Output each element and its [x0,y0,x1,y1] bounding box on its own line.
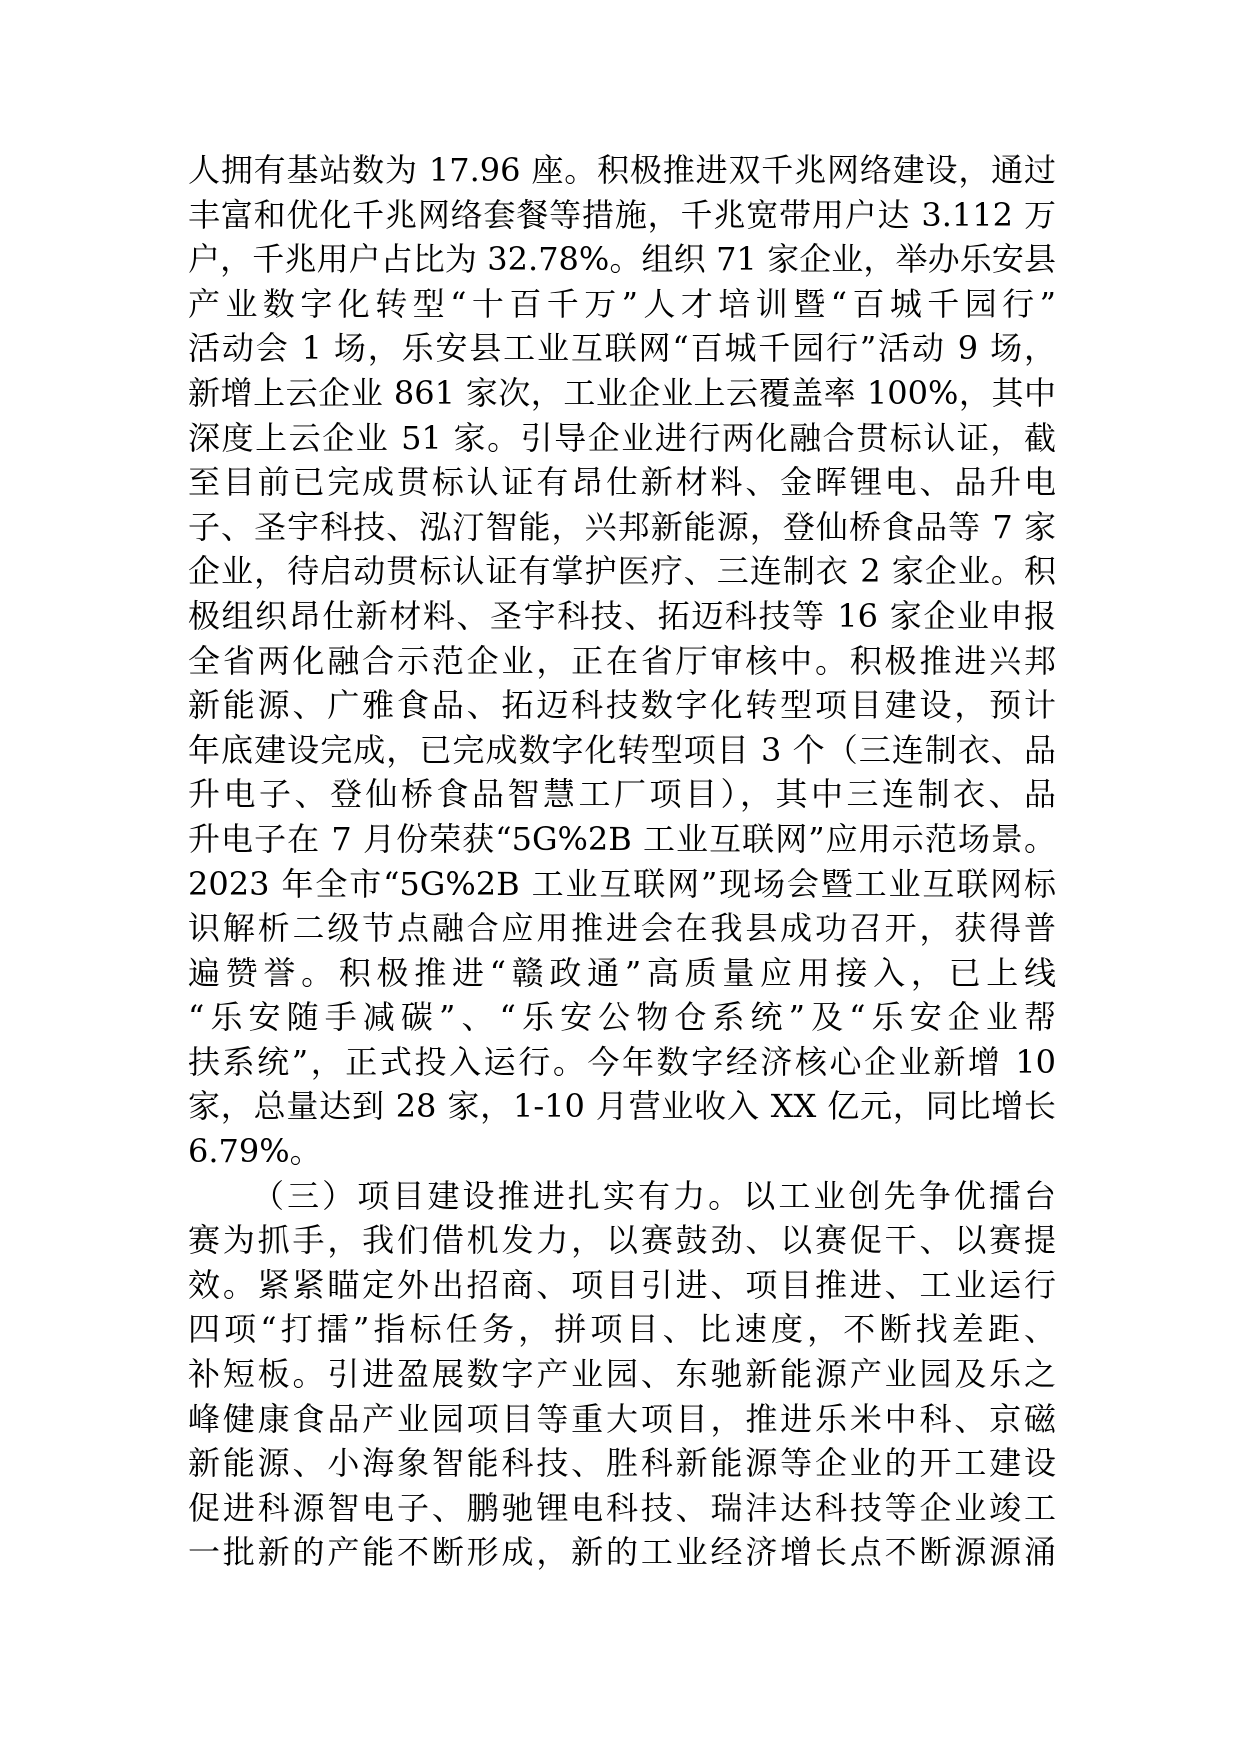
text-line: 效。紧紧瞄定外出招商、项目引进、项目推进、工业运行 [188,1265,1056,1304]
text-line: 赛为抓手，我们借机发力，以赛鼓劲、以赛促干、以赛提 [188,1221,1056,1260]
section-heading-line: （三）项目建设推进扎实有力。以工业创先争优擂台 [252,1176,1056,1215]
text-line: “乐安随手减碳”、“乐安公物仓系统”及“乐安企业帮 [188,998,1056,1037]
text-line: 峰健康食品产业园项目等重大项目，推进乐米中科、京磁 [188,1399,1056,1438]
text-line: 至目前已完成贯标认证有昂仕新材料、金晖锂电、品升电 [188,463,1056,502]
paragraph-project-construction [188,1174,1056,1575]
text-line: 促进科源智电子、鹏驰锂电科技、瑞沣达科技等企业竣工 [188,1488,1056,1527]
text-line: 极组织昂仕新材料、圣宇科技、拓迈科技等 16 家企业申报 [188,596,1056,635]
text-line: 扶系统”，正式投入运行。今年数字经济核心企业新增 10 [188,1042,1056,1081]
text-line: 一批新的产能不断形成，新的工业经济增长点不断源源涌 [188,1533,1056,1572]
text-line: 子、圣宇科技、泓汀智能，兴邦新能源，登仙桥食品等 7 家 [188,507,1056,546]
text-line: 产业数字化转型“十百千万”人才培训暨“百城千园行” [188,284,1056,323]
text-line: 家，总量达到 28 家，1-10 月营业收入 XX 亿元，同比增长 [188,1087,1056,1126]
text-line: 深度上云企业 51 家。引导企业进行两化融合贯标认证，截 [188,418,1056,457]
text-line: 企业，待启动贯标认证有掌护医疗、三连制衣 2 家企业。积 [188,552,1056,591]
text-line: 活动会 1 场，乐安县工业互联网“百城千园行”活动 9 场， [188,329,1056,368]
text-line: 6.79%。 [188,1132,322,1171]
text-line: 新能源、小海象智能科技、胜科新能源等企业的开工建设 [188,1444,1056,1483]
text-line: 新增上云企业 861 家次，工业企业上云覆盖率 100%，其中 [188,373,1056,412]
text-line: 户，千兆用户占比为 32.78%。组织 71 家企业，举办乐安县 [188,240,1056,279]
document-page [188,148,1056,1575]
text-line: 遍赞誉。积极推进“赣政通”高质量应用接入，已上线 [188,953,1056,992]
text-line: 丰富和优化千兆网络套餐等措施，千兆宽带用户达 3.112 万 [188,195,1056,234]
text-line: 人拥有基站数为 17.96 座。积极推进双千兆网络建设，通过 [188,151,1056,189]
text-line: 全省两化融合示范企业，正在省厅审核中。积极推进兴邦 [188,641,1056,680]
text-line: 补短板。引进盈展数字产业园、东驰新能源产业园及乐之 [188,1355,1056,1394]
text-line: 四项“打擂”指标任务，拼项目、比速度，不断找差距、 [188,1310,1056,1349]
text-line: 识解析二级节点融合应用推进会在我县成功召开，获得普 [188,909,1056,948]
text-line: 2023 年全市“5G%2B 工业互联网”现场会暨工业互联网标 [188,864,1056,903]
text-line: 年底建设完成，已完成数字化转型项目 3 个（三连制衣、品 [188,730,1056,769]
text-line: 升电子、登仙桥食品智慧工厂项目），其中三连制衣、品 [188,775,1056,814]
paragraph-digital-economy [188,148,1056,1174]
text-line: 新能源、广雅食品、拓迈科技数字化转型项目建设，预计 [188,686,1056,725]
text-line: 升电子在 7 月份荣获“5G%2B 工业互联网”应用示范场景。 [188,819,1056,858]
